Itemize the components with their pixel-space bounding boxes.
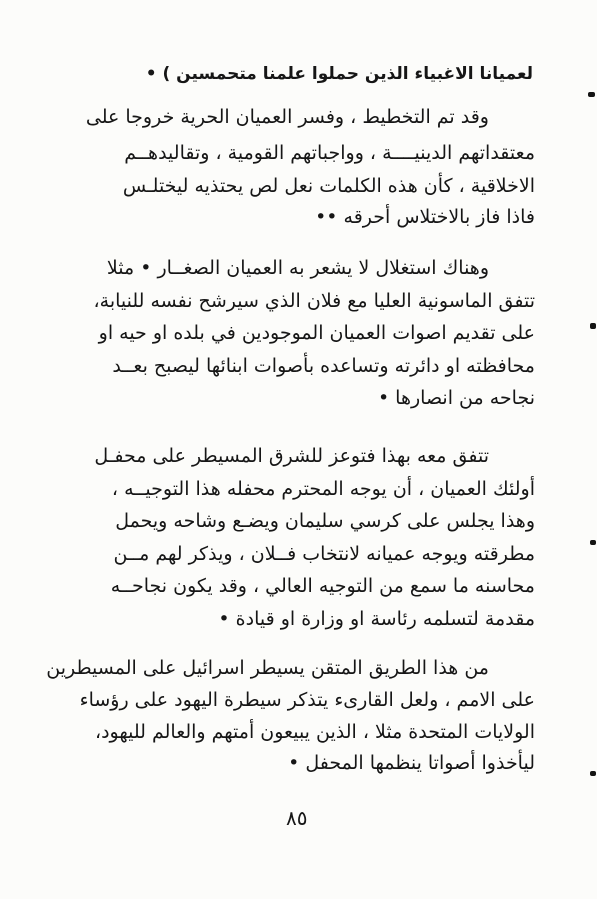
paragraph-4-line-3: الولايات المتحدة مثلا ، الذين يبيعون أمتهم والعالم لليهود، [94,721,535,743]
paragraph-3-line-1: تتفق معه بهذا فتوعز للشرق المسيطر على محفـل [94,445,489,467]
paragraph-4-line-2: على الامم ، ولعل القارىء يتذكر سيطرة اليهود على رؤساء [79,689,535,711]
paragraph-2-line-3: على تقديم اصوات العميان الموجودين في بلده او حيه او [98,322,535,344]
paragraph-1-line-3: الاخلاقية ، كأن هذه الكلمات نعل لص يحتذيه ليختلـس [122,175,535,197]
paragraph-2-line-5: نجاحه من انصارها • [377,387,535,409]
paragraph-3-line-4: مطرقته ويوجه عميانه لانتخاب فــلان ، ويذكر لهم مــن [113,543,535,565]
paragraph-4-line-4: ليأخذوا أصواتا ينظمها المحفل • [288,752,535,774]
paragraph-2-line-4: محافظته او دائرته وتساعده بأصوات ابنائها ليصبح بعــد [112,355,535,377]
scan-edge-mark [590,771,596,776]
scan-edge-mark [590,323,596,329]
paragraph-2-line-1: وهناك استغلال لا يشعر به العميان الصغــار • مثلا [106,257,489,279]
paragraph-2-line-2: تتفق الماسونية العليا مع فلان الذي سيرشح نفسه للنيابة، [93,290,535,312]
page-number: ٨٥ [286,806,308,830]
scan-edge-mark [590,540,596,545]
paragraph-4-line-1: من هذا الطريق المتقن يسيطر اسرائيل على المسيطرين [46,657,489,679]
paragraph-3-line-2: أولئك العميان ، أن يوجه المحترم محفله هذا التوجيــه ، [111,478,535,500]
section-heading: لعميانا الاغبياء الذين حملوا علمنا متحمسين ) • [145,64,533,84]
paragraph-1-line-4: فاذا فاز بالاختلاس أحرقه •• [315,206,535,228]
scan-edge-mark [588,92,595,97]
paragraph-3-line-6: مقدمة لتسلمه رئاسة او وزارة او قيادة • [218,608,535,630]
paragraph-3-line-3: وهذا يجلس على كرسي سليمان ويضـع وشاحه ويحمل [115,510,535,532]
paragraph-1-line-2: معتقداتهم الدينيــــة ، وواجباتهم القومية ، وتقاليدهــم [124,142,535,164]
paragraph-3-line-5: محاسنه ما سمع من التوجيه العالي ، وقد يكون نجاحــه [110,575,535,597]
paragraph-1-line-1: وقد تم التخطيط ، وفسر العميان الحرية خروجا على [85,106,489,128]
